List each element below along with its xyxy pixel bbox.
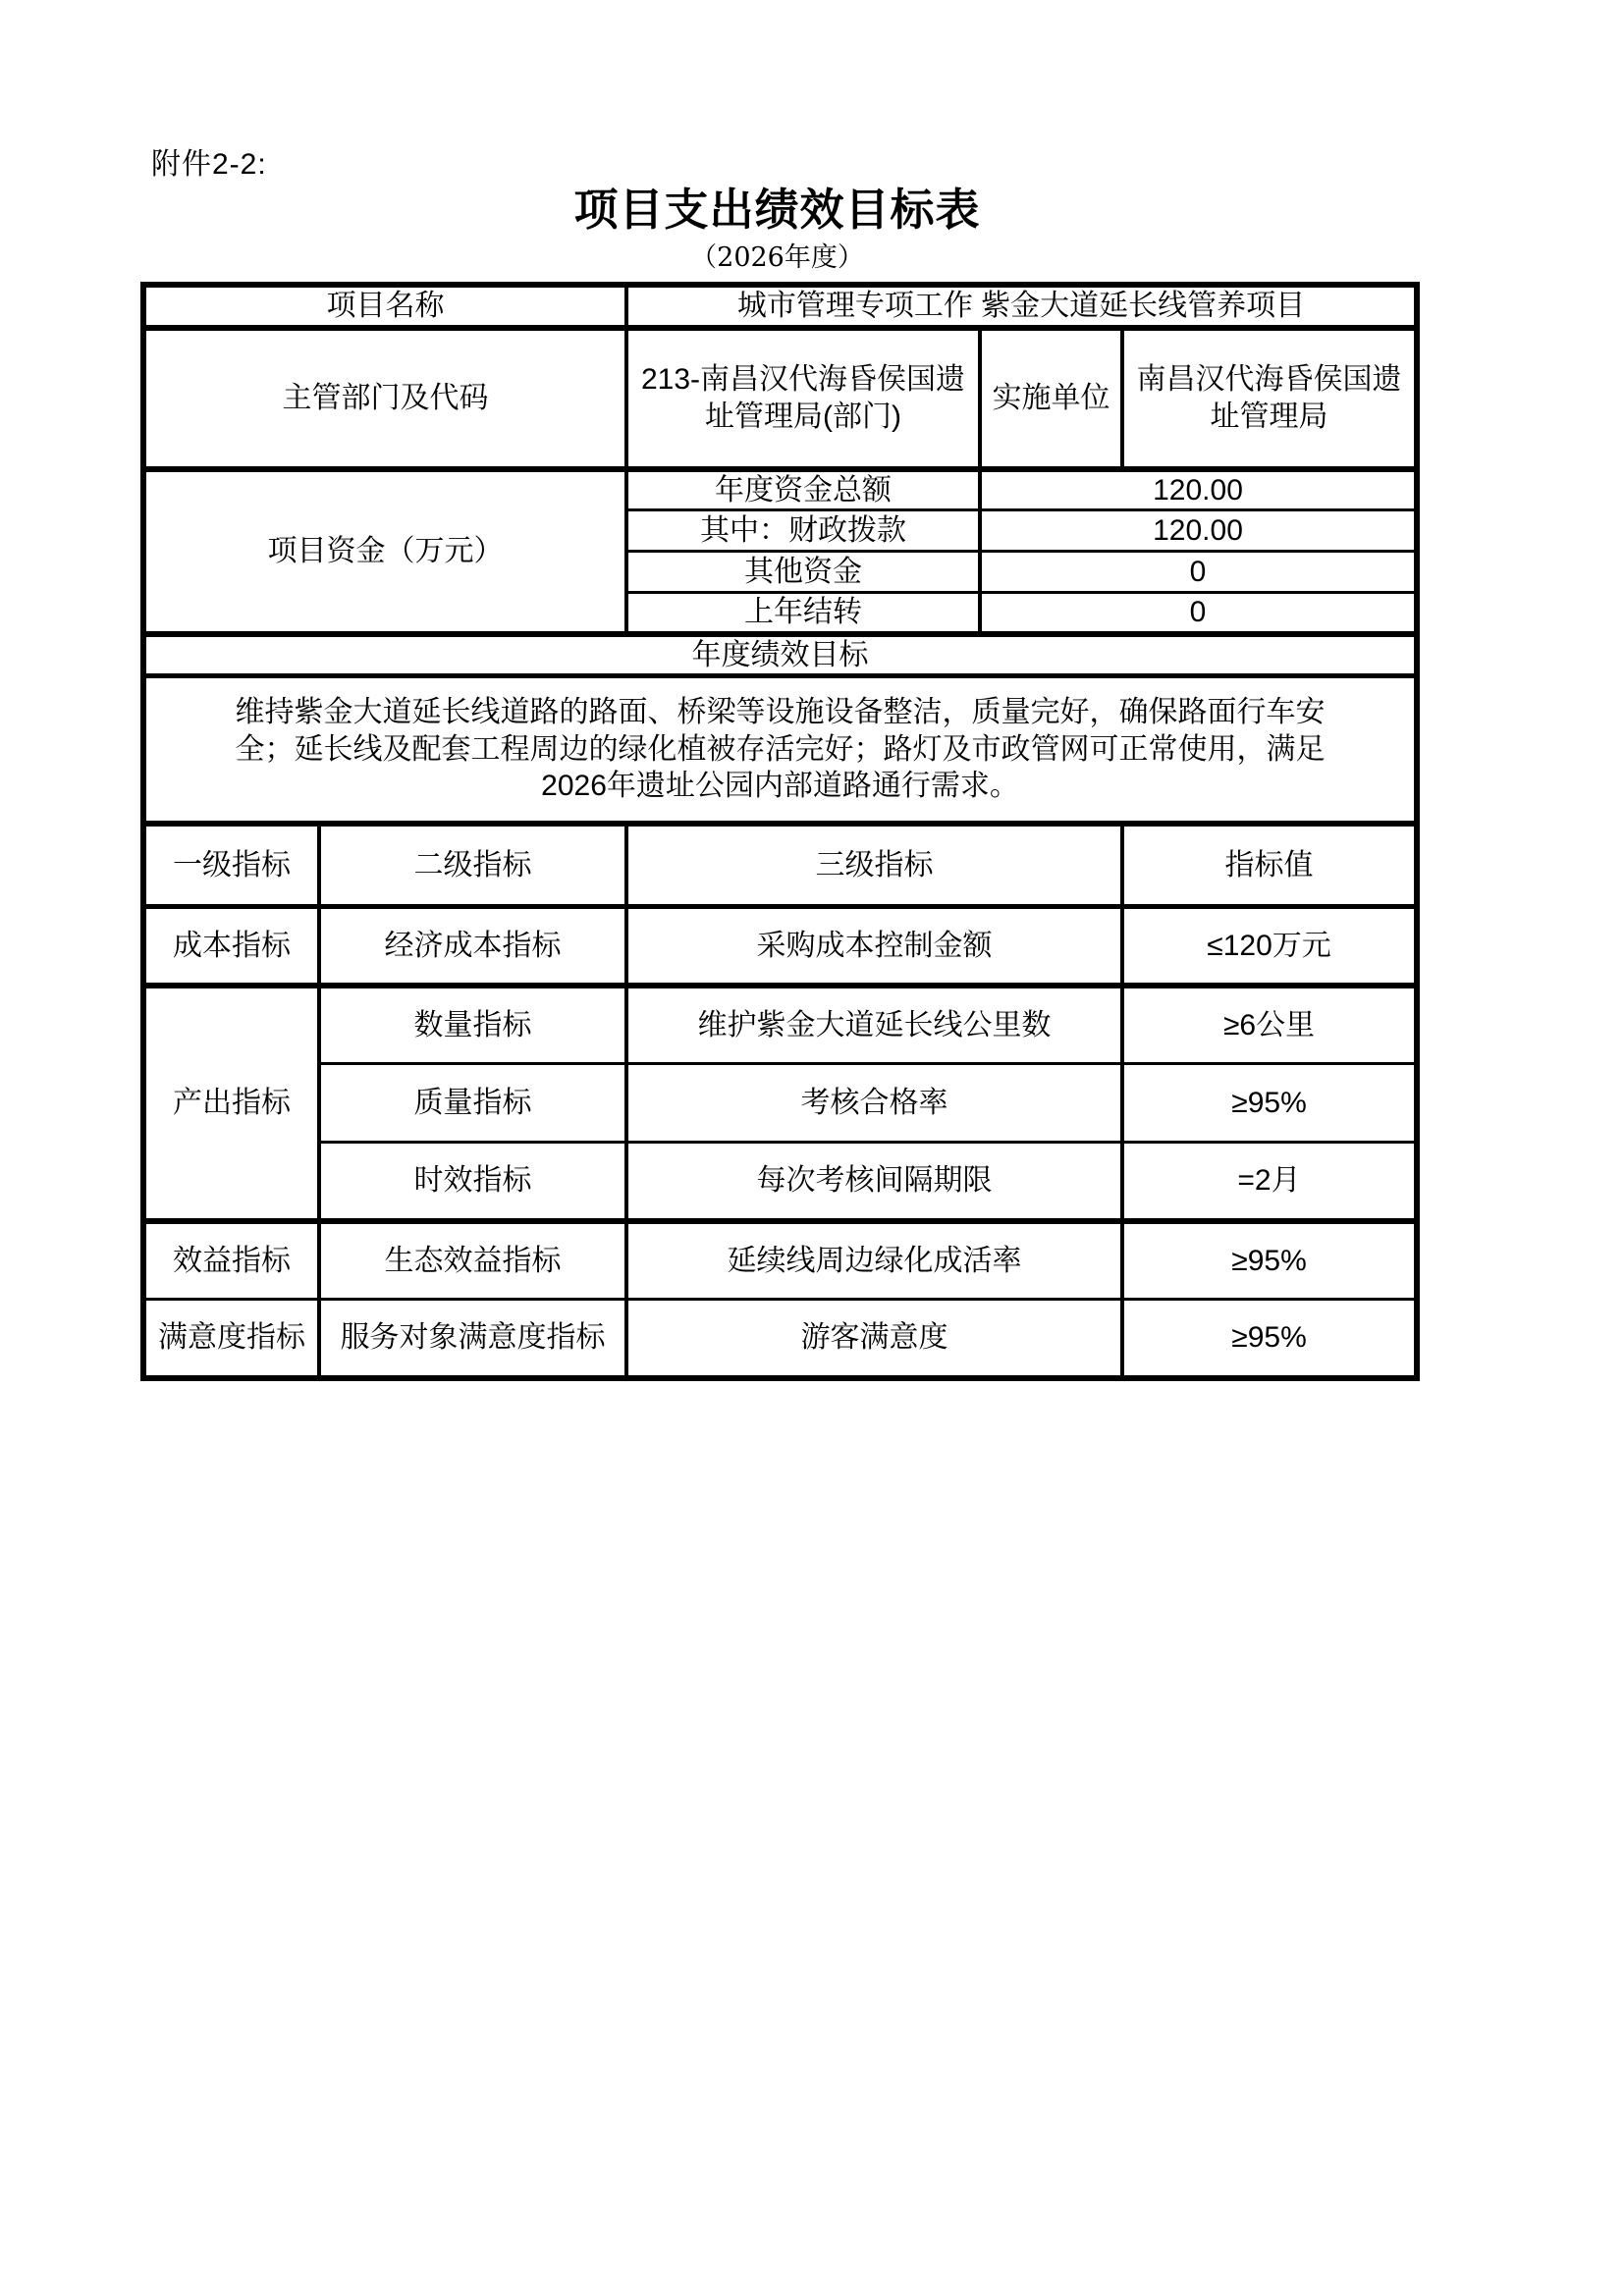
- benefit-level3: 延续线周边绿化成活率: [626, 1221, 1122, 1300]
- annual-goal-text: [143, 676, 1417, 824]
- annual-goal-line-1: 维持紫金大道延长线道路的路面、桥梁等设施设备整洁，质量完好，确保路面行车安: [235, 696, 1326, 728]
- indicator-header-level3: 三级指标: [626, 824, 1122, 907]
- funding-carryover-value: 0: [980, 593, 1417, 634]
- cost-level1: 成本指标: [143, 907, 319, 986]
- indicator-row-quantity: [143, 986, 1417, 1064]
- timeliness-level2: 时效指标: [319, 1143, 626, 1221]
- funding-total-label: 年度资金总额: [626, 469, 980, 510]
- attachment-label: 附件2-2:: [151, 148, 267, 181]
- cost-value: ≤120万元: [1122, 907, 1417, 986]
- annual-goal-line-3: 2026年遗址公园内部道路通行需求。: [541, 770, 1019, 802]
- document-header: [140, 183, 1414, 274]
- timeliness-level3: 每次考核间隔期限: [626, 1143, 1122, 1221]
- implementing-unit-value: 南昌汉代海昏侯国遗址管理局: [1122, 328, 1417, 469]
- funding-total-value: 120.00: [980, 469, 1417, 510]
- indicator-header-level2: 二级指标: [319, 824, 626, 907]
- annual-goal-header-row: [143, 634, 1417, 676]
- document-title: 项目支出绩效目标表: [573, 184, 981, 236]
- quantity-value: ≥6公里: [1122, 986, 1417, 1064]
- benefit-level1: 效益指标: [143, 1221, 319, 1300]
- document-subtitle: （2026年度）: [690, 242, 864, 273]
- satisfaction-level3: 游客满意度: [626, 1300, 1122, 1378]
- indicator-header-row: [143, 824, 1417, 907]
- funding-row-total: [143, 469, 1417, 510]
- quantity-level2: 数量指标: [319, 986, 626, 1064]
- satisfaction-level2: 服务对象满意度指标: [319, 1300, 626, 1378]
- quality-level2: 质量指标: [319, 1064, 626, 1143]
- department-row: [143, 328, 1417, 469]
- department-value: 213-南昌汉代海昏侯国遗址管理局(部门): [626, 328, 980, 469]
- funding-carryover-label: 上年结转: [626, 593, 980, 634]
- funding-other-label: 其他资金: [626, 552, 980, 593]
- project-name-row: [143, 285, 1417, 328]
- indicator-header-level1: 一级指标: [143, 824, 319, 907]
- cost-level3: 采购成本控制金额: [626, 907, 1122, 986]
- project-name-label: 项目名称: [143, 285, 626, 328]
- project-name-value: 城市管理专项工作 紫金大道延长线管养项目: [626, 285, 1417, 328]
- indicator-row-cost: [143, 907, 1417, 986]
- implementing-unit-label: 实施单位: [980, 328, 1122, 469]
- annual-goal-line-2: 全；延长线及配套工程周边的绿化植被存活完好；路灯及市政管网可正常使用，满足: [235, 732, 1326, 766]
- performance-target-table: [140, 282, 1420, 1381]
- funding-other-value: 0: [980, 552, 1417, 593]
- funding-section-label: 项目资金（万元）: [143, 469, 626, 634]
- satisfaction-level1: 满意度指标: [143, 1300, 319, 1378]
- quantity-level3: 维护紫金大道延长线公里数: [626, 986, 1122, 1064]
- indicator-row-timeliness: [143, 1143, 1417, 1221]
- indicator-row-satisfaction: [143, 1300, 1417, 1378]
- indicator-row-quality: [143, 1064, 1417, 1143]
- cost-level2: 经济成本指标: [319, 907, 626, 986]
- indicator-row-benefit: [143, 1221, 1417, 1300]
- timeliness-value: =2月: [1122, 1143, 1417, 1221]
- annual-goal-header: 年度绩效目标: [143, 634, 1417, 676]
- funding-fiscal-label: 其中：财政拨款: [626, 510, 980, 552]
- annual-goal-text-row: [143, 676, 1417, 824]
- benefit-level2: 生态效益指标: [319, 1221, 626, 1300]
- quality-value: ≥95%: [1122, 1064, 1417, 1143]
- quality-level3: 考核合格率: [626, 1064, 1122, 1143]
- department-label: 主管部门及代码: [143, 328, 626, 469]
- indicator-header-value: 指标值: [1122, 824, 1417, 907]
- output-level1: 产出指标: [143, 986, 319, 1221]
- satisfaction-value: ≥95%: [1122, 1300, 1417, 1378]
- benefit-value: ≥95%: [1122, 1221, 1417, 1300]
- funding-fiscal-value: 120.00: [980, 510, 1417, 552]
